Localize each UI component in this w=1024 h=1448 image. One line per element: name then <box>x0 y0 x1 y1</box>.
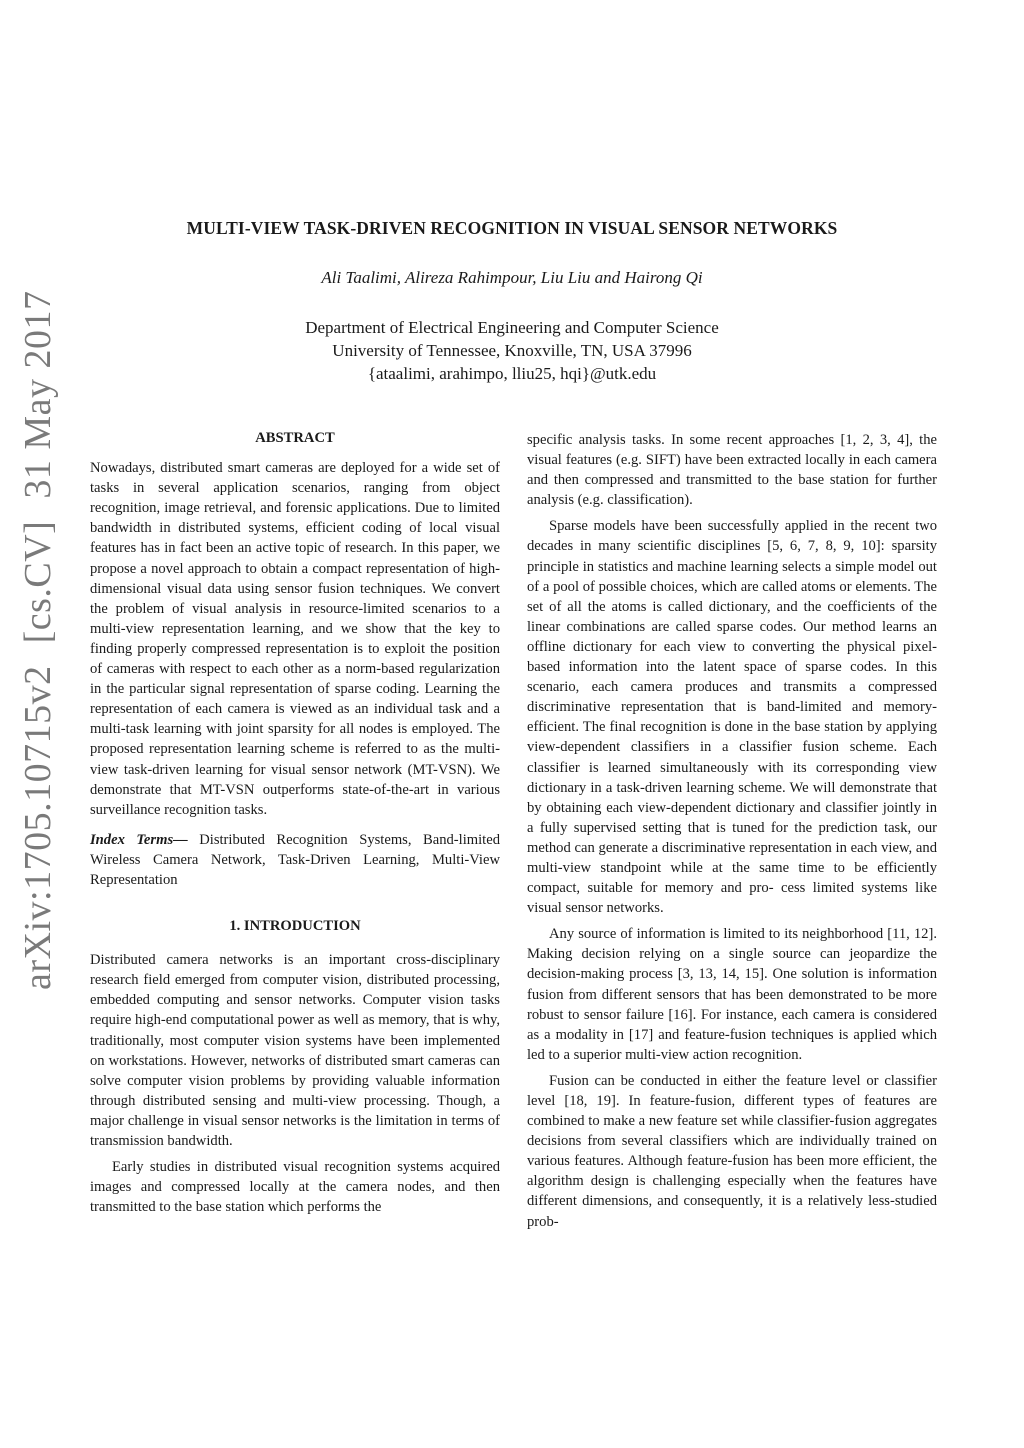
affiliation-department: Department of Electrical Engineering and Computer Science <box>305 318 719 337</box>
arxiv-stamp <box>8 0 68 990</box>
intro-paragraph: Early studies in distributed visual recognition systems acquired images and compressed locally at the camera nodes, and then transmitted to the base station which performs the <box>90 1159 500 1216</box>
introduction-heading: 1. INTRODUCTION <box>229 918 361 935</box>
body-paragraph: Any source of information is limited to its neighborhood [11, 12]. Making decision relying on a single source can jeopardize the decision-making process [3, 13, 14, 15]. One solution is information fusion from different sensors that has been demonstrated to be more robust to sensor failure [16]. For instance, each camera is considered as a modality in [17] and feature-fusion techniques is applied which led to a superior multi-view action recognition. <box>527 926 937 1063</box>
arxiv-date: 31 May 2017 <box>17 290 59 499</box>
paper-title: MULTI-VIEW TASK-DRIVEN RECOGNITION IN VISUAL SENSOR NETWORKS <box>186 218 838 238</box>
abstract-text: Nowadays, distributed smart cameras are deployed for a wide set of tasks in several application scenarios, ranging from object recognition, image retrieval, and forensic applications. Due to limited bandwidth in distributed systems, efficient coding of local visual features has in fact been an active topic of research. In this paper, we propose a novel approach to obtain a compact representation of high-dimensional visual data using sensor fusion techniques. We convert the problem of visual analysis in resource-limited scenarios to a multi-view representation learning, and we show that the key to finding properly compressed representation is to exploit the position of cameras with respect to each other as a norm-based regularization in the particular signal representation of sparse coding. Learning the representation of each camera is viewed as an individual task and a multi-task learning with joint sparsity for all nodes is employed. The proposed representation learning scheme is referred to as the multi-view task-driven learning for visual sensor network (MT-VSN). We demonstrate that MT-VSN outperforms state-of-the-art in various surveillance recognition tasks. <box>90 460 500 818</box>
paper-authors: Ali Taalimi, Alireza Rahimpour, Liu Liu and Hairong Qi <box>321 268 703 287</box>
body-paragraph: specific analysis tasks. In some recent approaches [1, 2, 3, 4], the visual features (e.g. SIFT) have been extracted locally in each camera and then compressed and transmitted to the base station for further analysis (e.g. classification). <box>527 432 937 509</box>
affiliation-block <box>100 316 924 385</box>
index-terms-label: Index Terms— <box>90 831 188 848</box>
affiliation-emails: {ataalimi, arahimpo, lliu25, hqi}@utk.edu <box>367 364 657 383</box>
arxiv-id: arXiv:1705.10715v2 <box>17 665 59 990</box>
index-terms-text: Distributed Recognition Systems, Band-limited Wireless Camera Network, Task-Driven Learning, Multi-View Representation <box>90 831 501 888</box>
arxiv-category: [cs.CV] <box>17 520 59 644</box>
abstract-heading: ABSTRACT <box>255 430 335 446</box>
intro-paragraph: Distributed camera networks is an important cross-disciplinary research field emerged from computer vision, distributed processing, embedded computing and sensor networks. Computer vision tasks require high-end computational power as well as memory, that is why, traditionally, most computer vision systems have been implemented on workstations. However, networks of distributed smart cameras can solve computer vision problems by providing valuable information through distributed sensing and multi-view processing. Though, a major challenge in visual sensor networks is the limitation in terms of transmission bandwidth. <box>90 952 500 1149</box>
index-terms <box>90 830 500 890</box>
body-paragraph: Sparse models have been successfully applied in the recent two decades in many scientific disciplines [5, 6, 7, 8, 9, 10]: sparsity principle in statistics and machine learning selects a simple model out of a pool of possible choices, which are called atoms or elements. The set of all the atoms is called dictionary, and the coefficients of the linear combinations are called sparse codes. Our method learns an offline dictionary for each view to converting the physical pixel-based information into the latent space of sparse codes. In this scenario, each camera produces and transmits a compressed discriminative representation that is band-limited and memory-efficient. The final recognition is done in the base station by applying view-dependent classifiers in a classifier fusion scheme. Each classifier is learned simultaneously with its corresponding view dictionary in a task-driven learning scheme. We will demonstrate that by obtaining each view-dependent dictionary and classifier jointly in a fully supervised setting that is tuned for the prediction task, our method can generate a discriminative representation in each view, and multi-view standpoint while at the same time to be efficiently compact, suitable for memory and pro- cess limited systems like visual sensor networks. <box>527 518 937 917</box>
body-paragraph: Fusion can be conducted in either the feature level or classifier level [18, 19]. In feature-fusion, different types of features are combined to make a new feature set while classifier-fusion aggregates decisions from several classifiers which are individually trained on various features. Although feature-fusion has been more efficient, the algorithm design is challenging especially when the features have different dimensions, and consequently, it is a relatively less-studied prob- <box>527 1072 937 1230</box>
affiliation-university: University of Tennessee, Knoxville, TN, USA 37996 <box>332 341 692 360</box>
left-column <box>90 428 500 1217</box>
right-column <box>527 430 937 1232</box>
